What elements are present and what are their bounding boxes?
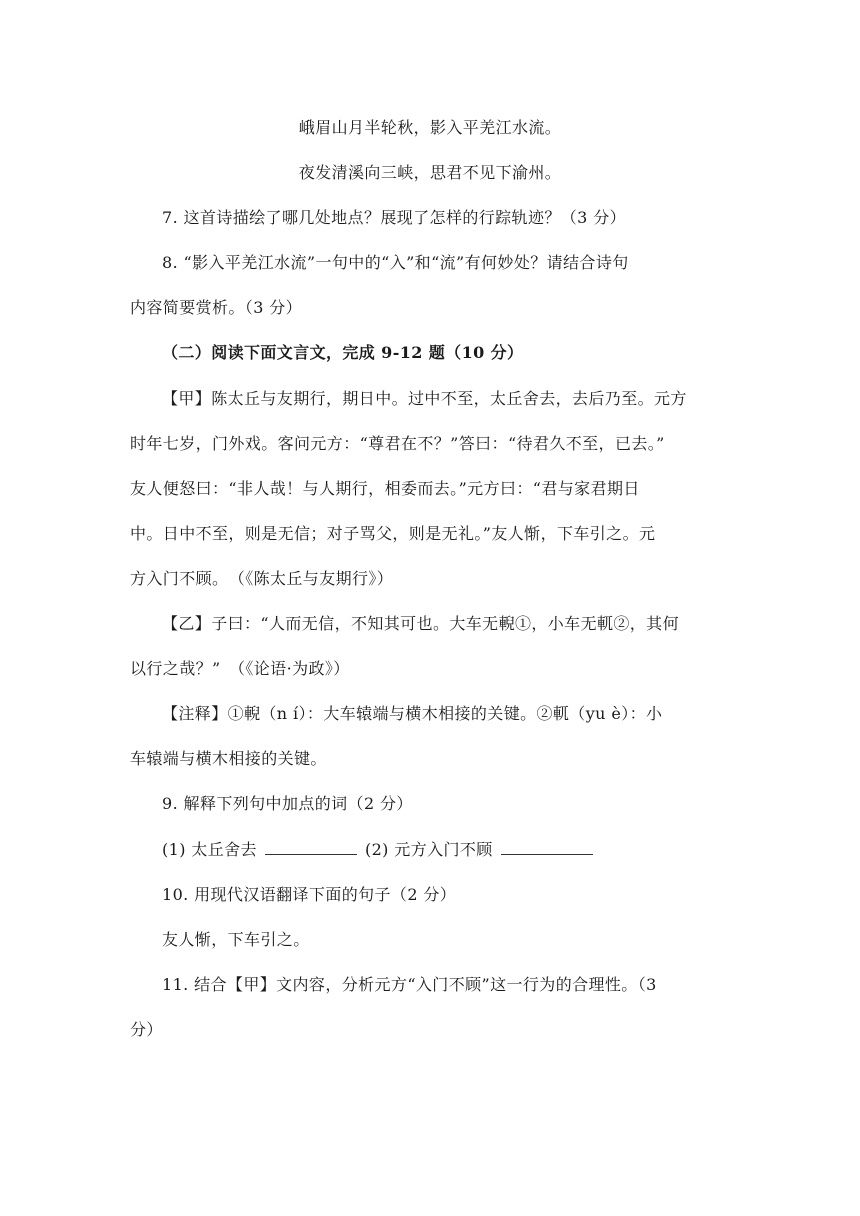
annotation-line-1: 【注释】①輗（n í）：大车辕端与横木相接的关键。②軏（yu è）：小	[162, 704, 663, 723]
question-9-item-2: (2) 元方入门不顾	[364, 840, 493, 859]
question-10-title: 10. 用现代汉语翻译下面的句子（2 分）	[162, 885, 457, 904]
text-jia-line-3: 友人便怒曰：“非人哉！与人期行，相委而去。”元方曰：“君与家君期日	[130, 479, 640, 498]
question-8-line-1: 8. “影入平羌江水流”一句中的“入”和“流”有何妙处？请结合诗句	[162, 253, 629, 272]
text-yi-line-2: 以行之哉？” （《论语·为政》）	[130, 659, 350, 678]
text-yi-line-1: 【乙】子曰：“人而无信，不知其可也。大车无輗①，小车无軏②，其何	[162, 614, 679, 633]
text-jia-line-4: 中。日中不至，则是无信；对子骂父，则是无礼。”友人惭，下车引之。元	[130, 524, 656, 543]
question-9-items	[130, 838, 772, 862]
question-9-title: 9. 解释下列句中加点的词（2 分）	[162, 794, 413, 813]
annotation-line-2: 车辕端与横木相接的关键。	[130, 749, 327, 768]
question-7: 7. 这首诗描绘了哪几处地点？展现了怎样的行踪轨迹？（3 分）	[162, 208, 627, 227]
text-jia-line-1: 【甲】陈太丘与友期行，期日中。过中不至，太丘舍去，去后乃至。元方	[162, 389, 687, 408]
answer-blank-2[interactable]	[501, 838, 593, 855]
poem-line-1: 峨眉山月半轮秋，影入平羌江水流。	[298, 118, 562, 137]
text-jia-line-2: 时年七岁，门外戏。客问元方：“尊君在不？”答曰：“待君久不至，已去。”	[130, 434, 665, 453]
answer-blank-1[interactable]	[265, 838, 357, 855]
question-9-item-1: (1) 太丘舍去	[162, 840, 257, 859]
question-10-sentence: 友人惭，下车引之。	[162, 930, 310, 949]
text-jia-line-5: 方入门不顾。 （《陈太丘与友期行》）	[130, 569, 394, 588]
question-11-line-1: 11. 结合【甲】文内容，分析元方“入门不顾”这一行为的合理性。（3	[162, 975, 657, 994]
section-2-title: （二）阅读下面文言文，完成 9-12 题（10 分）	[162, 343, 524, 362]
poem-line-2: 夜发清溪向三峡，思君不见下渝州。	[298, 163, 562, 182]
question-11-line-2: 分）	[130, 1020, 163, 1039]
question-8-line-2: 内容简要赏析。（3 分）	[130, 298, 303, 317]
